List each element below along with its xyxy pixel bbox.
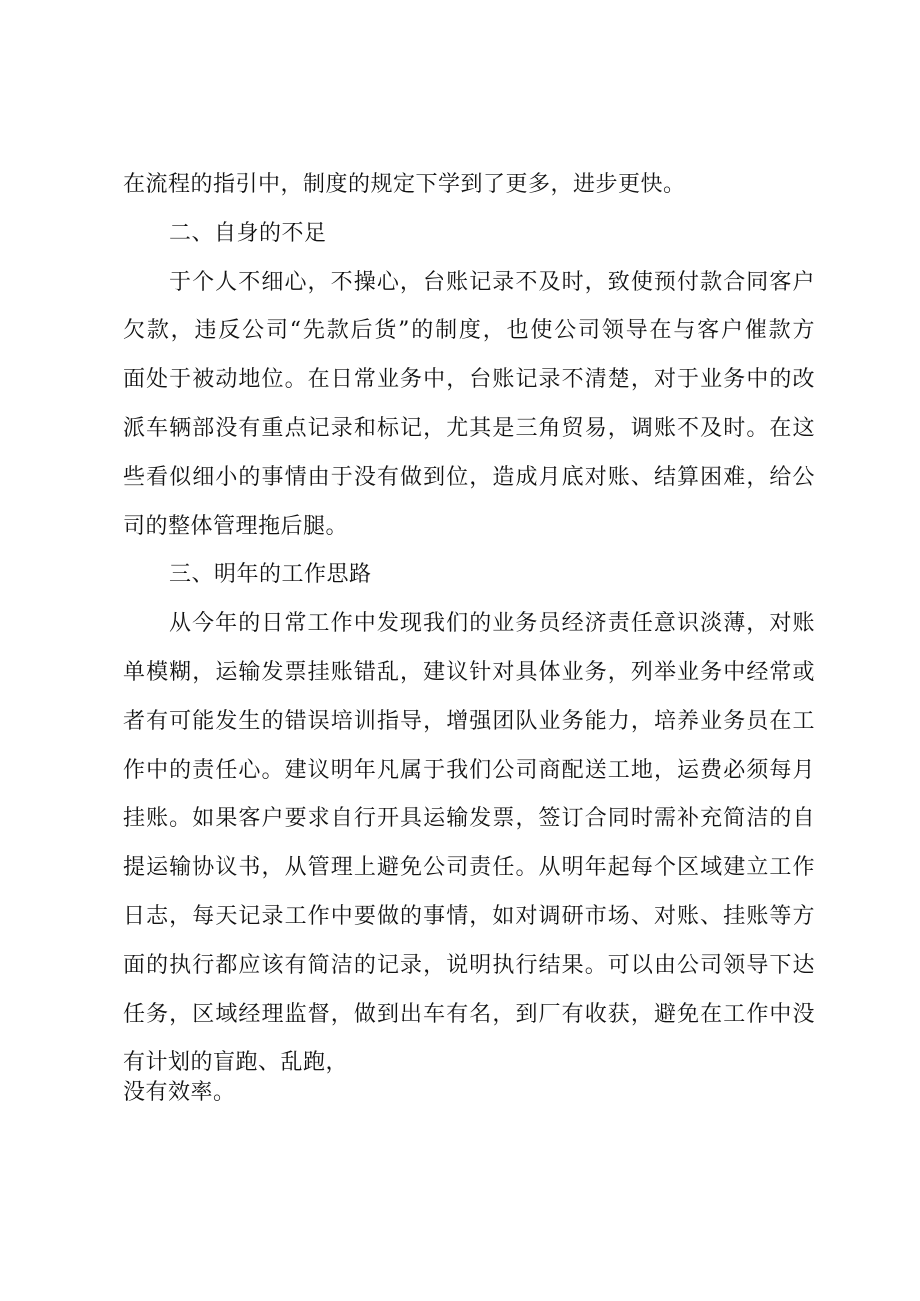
paragraph-line: 从今年的日常工作中发现我们的业务员经济责任意识淡薄，对账 — [169, 611, 815, 637]
section-heading-next-year-plan: 三、明年的工作思路 — [169, 562, 372, 588]
paragraph-line: 欠款，违反公司“先款后货”的制度，也使公司领导在与客户催款方 — [123, 318, 815, 344]
paragraph-line: 面的执行都应该有简洁的记录，说明执行结果。可以由公司领导下达 — [123, 952, 815, 978]
paragraph-line: 作中的责任心。建议明年凡属于我们公司商配送工地，运费必须每月 — [123, 757, 815, 783]
paragraph-line: 面处于被动地位。在日常业务中，台账记录不清楚，对于业务中的改 — [123, 367, 815, 393]
paragraph-line: 提运输协议书，从管理上避免公司责任。从明年起每个区域建立工作 — [123, 855, 815, 881]
paragraph-line: 在流程的指引中，制度的规定下学到了更多，进步更快。 — [123, 172, 686, 197]
paragraph-line: 有计划的盲跑、乱跑， — [123, 1050, 349, 1076]
paragraph-line: 司的整体管理拖后腿。 — [123, 513, 349, 539]
paragraph-line: 单模糊，运输发票挂账错乱，建议针对具体业务，列举业务中经常或 — [123, 659, 815, 685]
paragraph-line: 没有效率。 — [123, 1080, 236, 1106]
paragraph-line: 挂账。如果客户要求自行开具运输发票，签订合同时需补充简洁的自 — [123, 806, 815, 832]
paragraph-line: 派车辆部没有重点记录和标记，尤其是三角贸易，调账不及时。在这 — [123, 415, 815, 441]
paragraph-line: 些看似细小的事情由于没有做到位，造成月底对账、结算困难，给公 — [123, 464, 815, 490]
paragraph-line: 于个人不细心，不操心，台账记录不及时，致使预付款合同客户 — [169, 269, 815, 295]
section-heading-shortcomings: 二、自身的不足 — [169, 220, 327, 246]
paragraph-line: 日志，每天记录工作中要做的事情，如对调研市场、对账、挂账等方 — [123, 903, 815, 929]
document-body — [123, 161, 815, 1108]
paragraph-line: 者有可能发生的错误培训指导，增强团队业务能力，培养业务员在工 — [123, 708, 815, 734]
paragraph-line: 任务，区域经理监督，做到出车有名，到厂有收获，避免在工作中没 — [123, 1001, 815, 1027]
